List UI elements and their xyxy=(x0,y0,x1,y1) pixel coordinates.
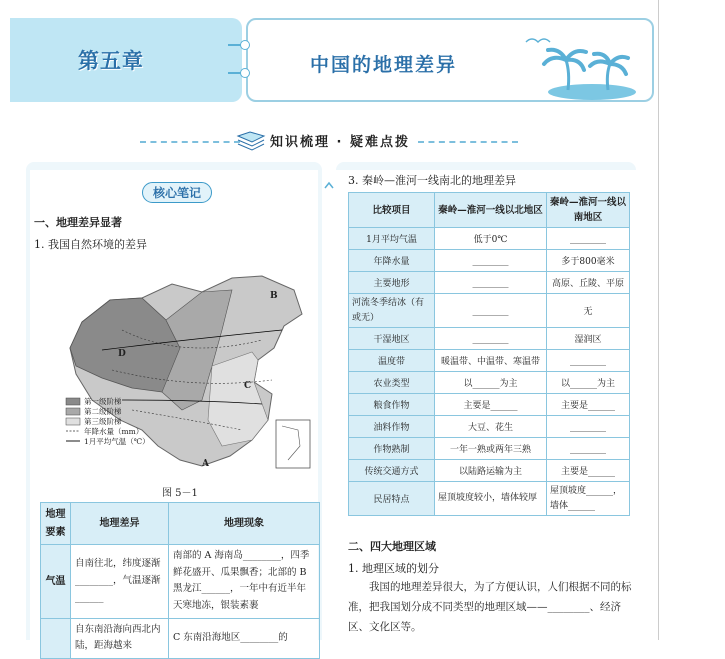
heading-1: 一、地理差异显著 xyxy=(34,216,122,229)
legend-swatch-step3 xyxy=(66,418,80,425)
table-cell: 民居特点 xyxy=(349,482,435,516)
geo-difference-table xyxy=(40,502,320,659)
table-cell-difference: 自东南沿海向西北内陆，距海越来 xyxy=(71,618,169,658)
figure-caption: 图 5－1 xyxy=(162,488,198,499)
page-edge-rule xyxy=(658,0,659,640)
table-cell: 主要是______ xyxy=(547,460,630,482)
table-cell-element: 气温 xyxy=(41,545,71,619)
table-cell: 农业类型 xyxy=(349,372,435,394)
table-cell: 以______为主 xyxy=(435,372,547,394)
legend-step3: 第三级阶梯 xyxy=(84,417,122,426)
binder-ring-icon xyxy=(240,68,250,78)
region-label-d: D xyxy=(118,349,126,359)
table-row xyxy=(349,394,630,416)
table-cell: 多于800毫米 xyxy=(547,250,630,272)
table-cell: ________ xyxy=(435,250,547,272)
section-title: 知识梳理 · 疑难点拨 xyxy=(270,135,410,150)
table-cell-difference: 自南往北，纬度逐渐________，气温逐渐______ xyxy=(71,545,169,619)
table-cell: ________ xyxy=(547,416,630,438)
table-cell: 湿润区 xyxy=(547,328,630,350)
legend-swatch-step1 xyxy=(66,398,80,405)
palm-island-icon xyxy=(520,30,640,100)
left-column-body xyxy=(30,170,318,652)
chapter-title: 中国的地理差异 xyxy=(310,54,458,76)
table-cell: 大豆、花生 xyxy=(435,416,547,438)
right-column-top-rule xyxy=(336,162,636,170)
table-header-cell: 地理差异 xyxy=(71,503,169,545)
table-cell: 一年一熟或两年三熟 xyxy=(435,438,547,460)
table-row xyxy=(349,460,630,482)
table-cell: 作物熟制 xyxy=(349,438,435,460)
table-cell: ________ xyxy=(547,228,630,250)
table-cell: 温度带 xyxy=(349,350,435,372)
table-header-row xyxy=(349,193,630,228)
table-row xyxy=(349,416,630,438)
table-cell-element xyxy=(41,618,71,658)
left-column xyxy=(26,162,322,652)
table-cell: 以陆路运输为主 xyxy=(435,460,547,482)
table-cell: 主要地形 xyxy=(349,272,435,294)
region-label-b: B xyxy=(270,291,278,301)
table-cell: 油料作物 xyxy=(349,416,435,438)
chapter-label: 第五章 xyxy=(78,49,144,73)
book-icon xyxy=(236,130,266,152)
table-cell-phenomenon: C 东南沿海地区________的 xyxy=(169,618,320,658)
table-cell: 1月平均气温 xyxy=(349,228,435,250)
table-cell: 干湿地区 xyxy=(349,328,435,350)
right-column xyxy=(336,162,636,640)
section-divider xyxy=(140,130,520,152)
legend-rainfall: 年降水量（mm） xyxy=(84,427,144,436)
subheading-3: 3. 秦岭—淮河一线南北的地理差异 xyxy=(348,174,516,187)
table-cell: ________ xyxy=(435,272,547,294)
binder-ring-icon xyxy=(240,40,250,50)
chevron-up-icon xyxy=(324,180,334,190)
table-row xyxy=(41,618,320,658)
table-cell: ________ xyxy=(435,328,547,350)
table-row xyxy=(349,250,630,272)
china-map-figure xyxy=(62,270,318,478)
table-row xyxy=(349,350,630,372)
table-header-cell: 秦岭—淮河一线以北地区 xyxy=(435,193,547,228)
table-row xyxy=(349,328,630,350)
table-header-cell: 比较项目 xyxy=(349,193,435,228)
table-row xyxy=(349,482,630,516)
table-row xyxy=(41,545,320,619)
legend-step1: 第一级阶梯 xyxy=(84,397,122,406)
table-cell: 暖温带、中温带、寒温带 xyxy=(435,350,547,372)
table-cell: 以______为主 xyxy=(547,372,630,394)
table-header-cell: 地理现象 xyxy=(169,503,320,545)
south-china-sea-inset xyxy=(276,420,310,468)
qinling-huaihe-table xyxy=(348,192,630,516)
table-cell: 高原、丘陵、平原 xyxy=(547,272,630,294)
table-cell: 粮食作物 xyxy=(349,394,435,416)
legend-step2: 第二级阶梯 xyxy=(84,407,122,416)
table-row xyxy=(349,228,630,250)
table-cell: ________ xyxy=(547,438,630,460)
legend-swatch-step2 xyxy=(66,408,80,415)
region-label-c: C xyxy=(244,381,252,391)
subheading-1: 1. 我国自然环境的差异 xyxy=(34,238,147,251)
dashed-rule xyxy=(418,141,518,143)
table-row xyxy=(349,294,630,328)
table-cell: 河流冬季结冰（有或无） xyxy=(349,294,435,328)
dashed-rule xyxy=(140,141,240,143)
table-cell: ________ xyxy=(435,294,547,328)
table-cell: 主要是______ xyxy=(435,394,547,416)
subheading-2: 1. 地理区域的划分 xyxy=(348,562,439,575)
region-label-a: A xyxy=(202,459,209,469)
table-header-row xyxy=(41,503,320,545)
table-cell: 屋顶坡度较小，墙体较厚 xyxy=(435,482,547,516)
heading-2: 二、四大地理区域 xyxy=(348,540,436,553)
table-cell: 低于0℃ xyxy=(435,228,547,250)
legend-temperature: 1月平均气温（℃） xyxy=(84,437,150,446)
table-row xyxy=(349,372,630,394)
table-cell: 屋顶坡度______，墙体______ xyxy=(547,482,630,516)
table-header-cell: 秦岭—淮河一线以南地区 xyxy=(547,193,630,228)
table-cell: 无 xyxy=(547,294,630,328)
table-row xyxy=(349,438,630,460)
core-notes-badge: 核心笔记 xyxy=(142,182,212,203)
table-cell: 传统交通方式 xyxy=(349,460,435,482)
region-paragraph: 我国的地理差异很大，为了方便认识，人们根据不同的标准，把我国划分成不同类型的地理区域——________、经济区、文化区等。 xyxy=(348,581,632,633)
table-cell: 主要是______ xyxy=(547,394,630,416)
table-row xyxy=(349,272,630,294)
table-header-cell: 地理要素 xyxy=(41,503,71,545)
table-cell-phenomenon: 南部的 A 海南岛________，四季鲜花盛开、瓜果飘香；北部的 B 黑龙江______，一年中有近半年天寒地冻，银装素裹 xyxy=(169,545,320,619)
table-cell: 年降水量 xyxy=(349,250,435,272)
table-cell: ________ xyxy=(547,350,630,372)
